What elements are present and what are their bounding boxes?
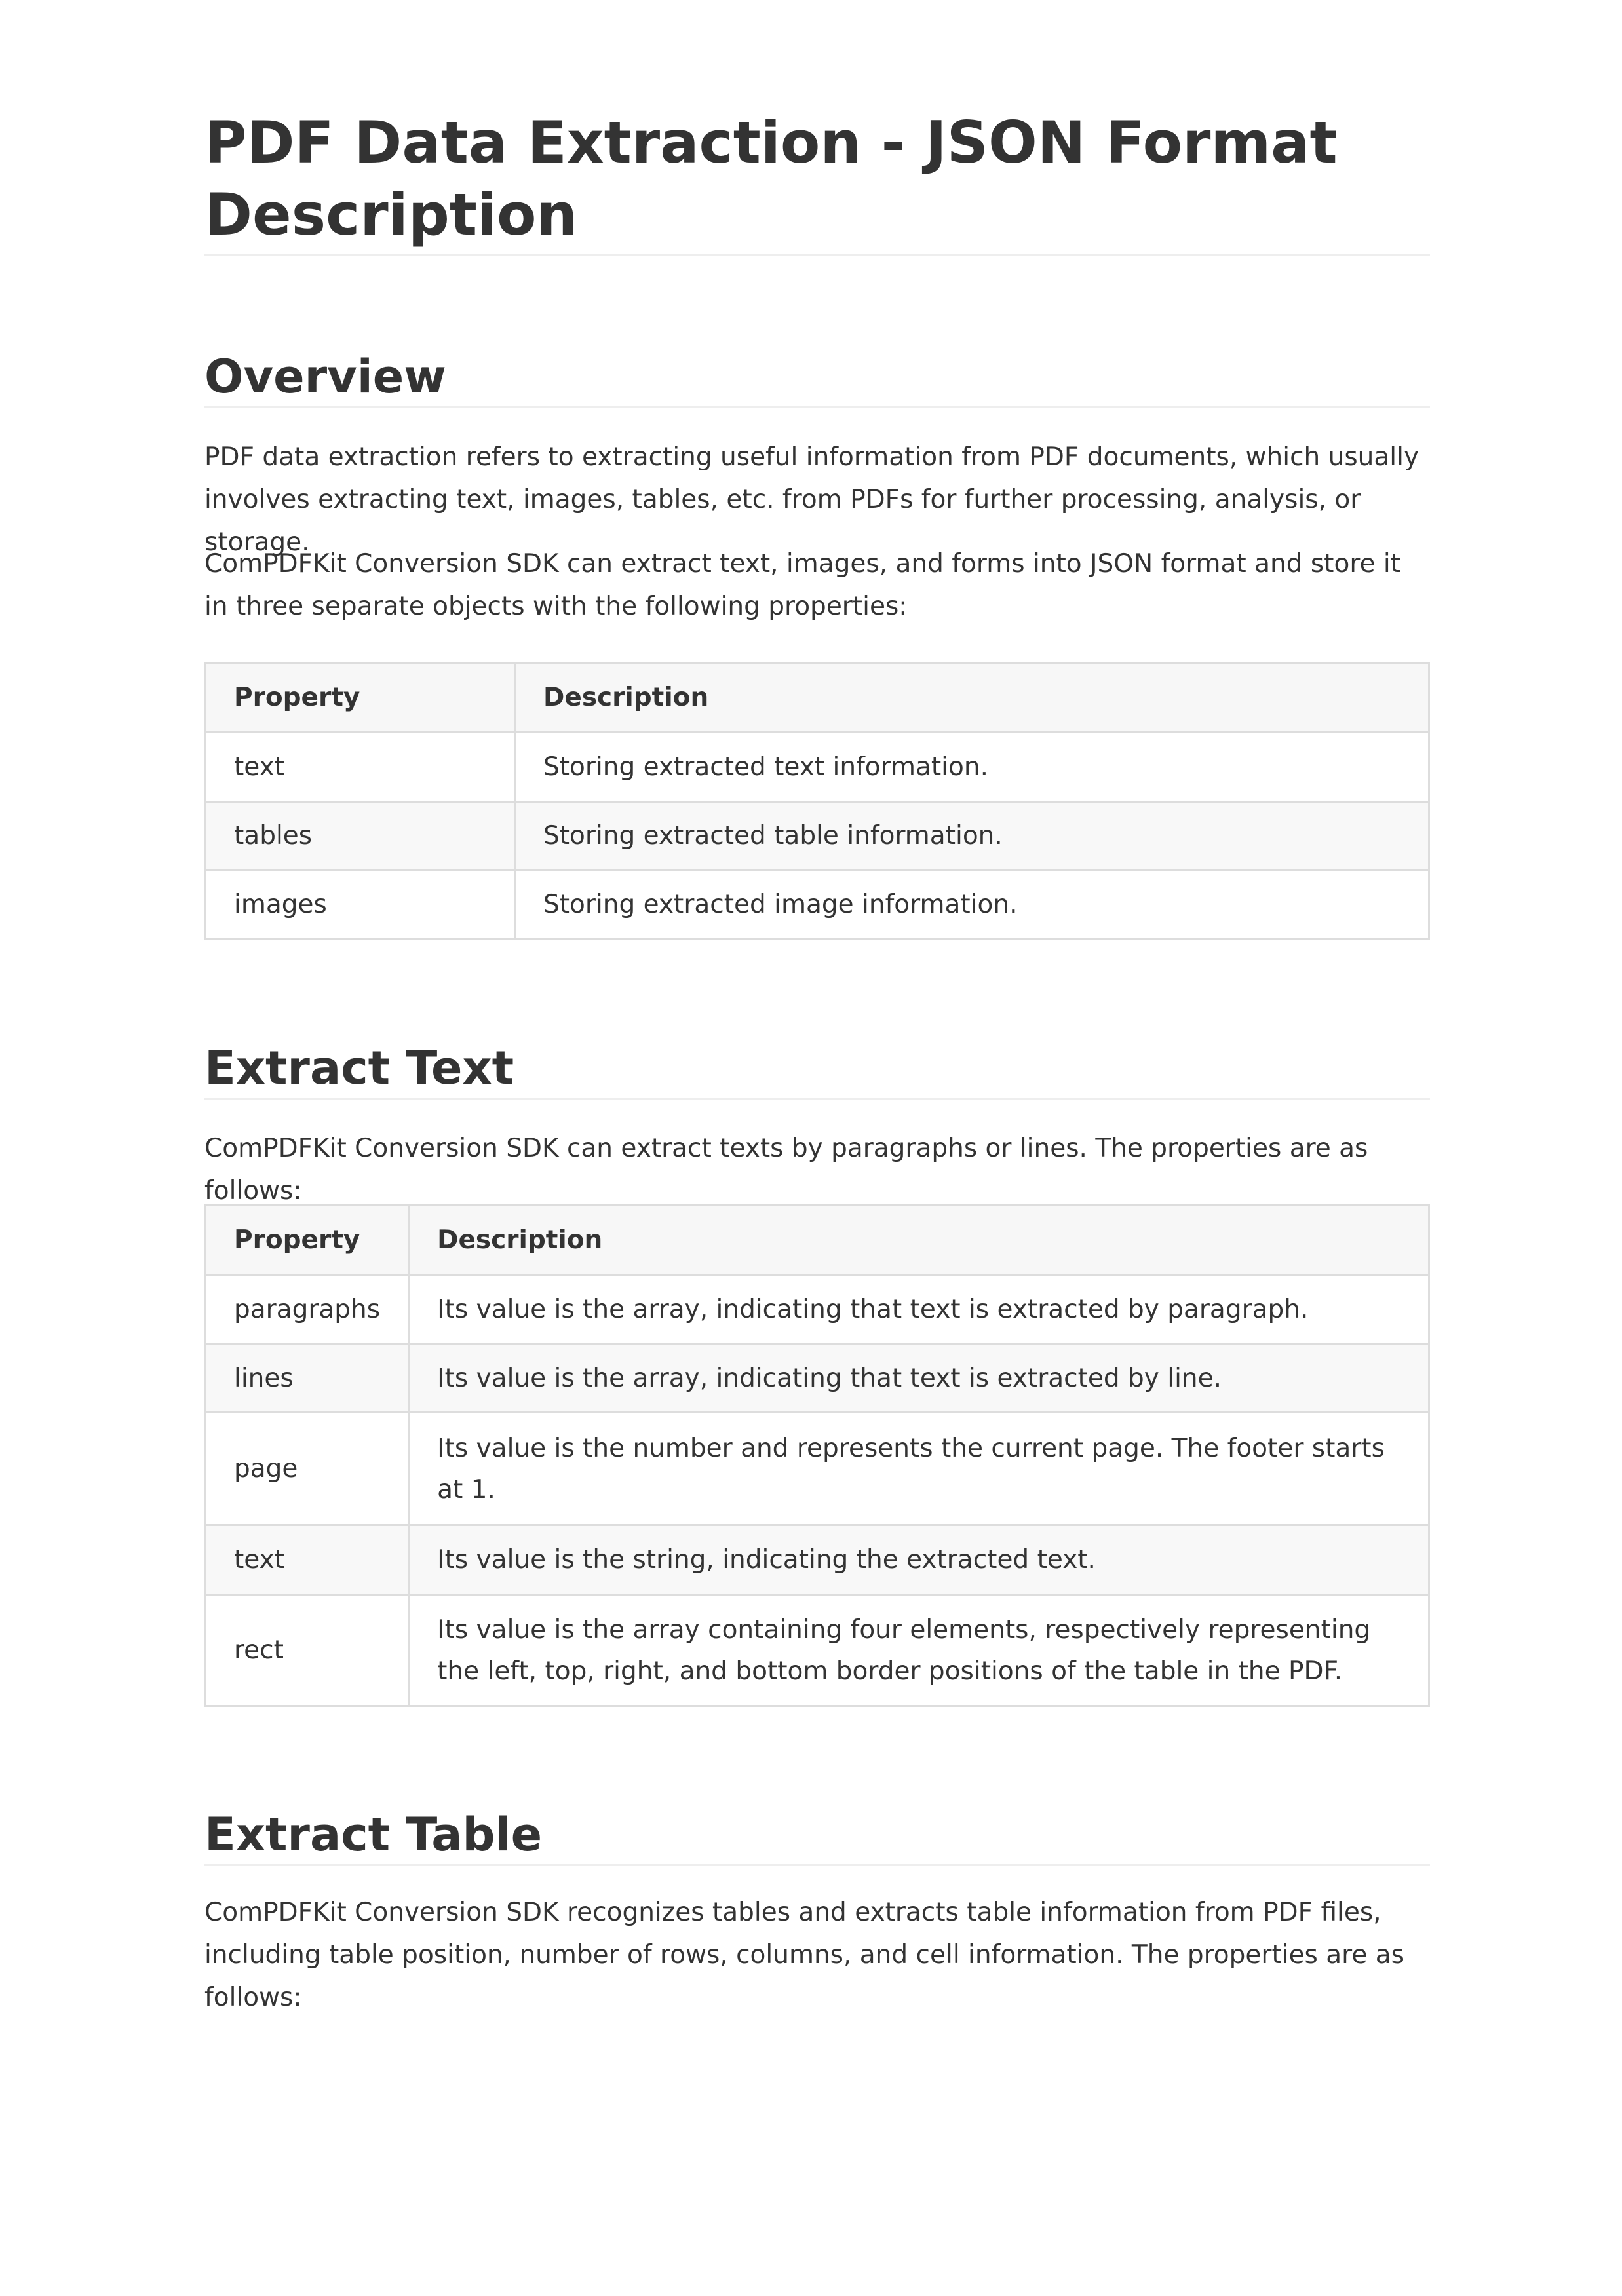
table-cell-description: Its value is the number and represents the current page. The footer starts at 1. [409,1413,1429,1525]
table-row [206,802,1429,870]
extract-text-paragraph: ComPDFKit Conversion SDK can extract texts by paragraphs or lines. The properties are as follows: [204,1134,1368,1206]
overview-heading: Overview [204,347,1430,408]
table-cell-property: images [206,870,515,940]
table-row [206,1525,1429,1595]
table-cell-property: rect [206,1595,409,1706]
table-header-description: Description [515,663,1429,733]
extract-text-heading: Extract Text [204,1039,1430,1100]
extract-table-paragraph: ComPDFKit Conversion SDK recognizes tables and extracts table information from PDF files, including table position, number of rows, columns, and cell information. The properties are as follows: [204,1898,1404,2012]
table-header-property: Property [206,663,515,733]
table-cell-description: Its value is the array, indicating that text is extracted by line. [409,1345,1429,1413]
table-cell-description: Storing extracted table information. [515,802,1429,870]
overview-properties-table [204,662,1430,940]
table-row [206,1345,1429,1413]
table-cell-property: page [206,1413,409,1525]
overview-paragraph-1: PDF data extraction refers to extracting useful information from PDF documents, which usually involves extracting text, images, tables, etc. from PDFs for further processing, analysis, or storage. [204,442,1419,557]
table-header-row [206,663,1429,733]
table-row [206,1413,1429,1525]
overview-paragraph-2: ComPDFKit Conversion SDK can extract text, images, and forms into JSON format and store it in three separate objects with the following properties: [204,549,1401,621]
table-row [206,733,1429,802]
table-cell-description: Its value is the array containing four elements, respectively representing the left, top, right, and bottom border positions of the table in the PDF. [409,1595,1429,1706]
table-cell-property: lines [206,1345,409,1413]
table-row [206,1595,1429,1706]
table-cell-property: text [206,733,515,802]
extract-table-heading: Extract Table [204,1805,1430,1866]
table-cell-description: Its value is the array, indicating that text is extracted by paragraph. [409,1275,1429,1345]
table-header-row [206,1206,1429,1275]
table-cell-property: paragraphs [206,1275,409,1345]
table-cell-property: tables [206,802,515,870]
table-row [206,870,1429,940]
table-header-description: Description [409,1206,1429,1275]
extract-text-properties-table [204,1204,1430,1707]
table-cell-description: Storing extracted image information. [515,870,1429,940]
table-cell-description: Storing extracted text information. [515,733,1429,802]
table-cell-description: Its value is the string, indicating the extracted text. [409,1525,1429,1595]
table-row [206,1275,1429,1345]
table-header-property: Property [206,1206,409,1275]
page-title: PDF Data Extraction - JSON Format Description [204,107,1430,256]
table-cell-property: text [206,1525,409,1595]
